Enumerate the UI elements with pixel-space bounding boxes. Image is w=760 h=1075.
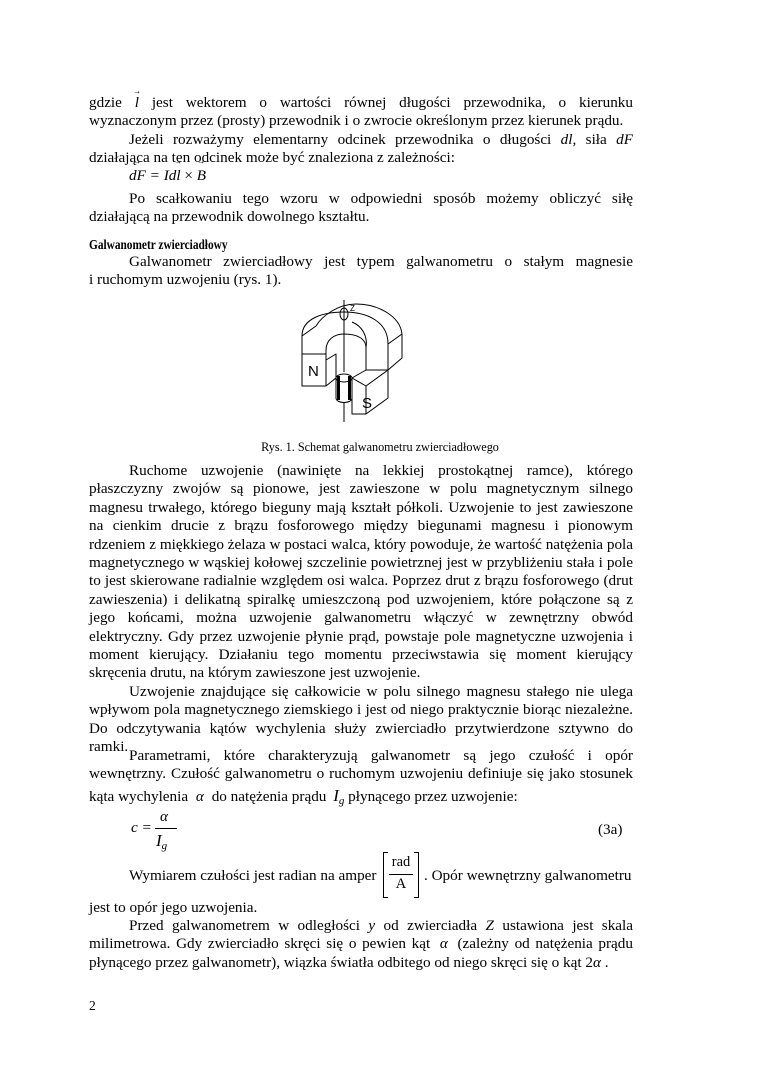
paragraph-scale [89, 917, 633, 972]
text: Przed galwanometrem w odległości [129, 917, 369, 934]
section-heading: Galwanometr zwierciadłowy [89, 237, 228, 252]
unit-sentence-start: Wymiarem czułości jest radian na amper [129, 867, 377, 884]
label-z: Z [350, 304, 355, 313]
figure-caption: Rys. 1. Schemat galwanometru zwierciadłowego [261, 440, 499, 454]
text-line: wewnętrzny. Czułość galwanometru o ruchomym uzwojeniu definiuje się jako stosunek [89, 765, 633, 783]
text: płynącego przez uzwojenie: [344, 787, 518, 805]
text-line: działająca na ten odcinek może być znaleziona z zależności: [89, 149, 455, 167]
equation-number: (3a) [598, 821, 623, 838]
formula-vector-B: → B [197, 167, 206, 185]
symbol-y: y [368, 917, 376, 934]
coil-right [348, 376, 351, 400]
symbol-g: g [338, 794, 345, 807]
formula-vector-l: → l [176, 167, 180, 185]
paragraph-mirror: Uzwojenie znajdujące się całkowicie w polu silnego magnesu stałego nie ulega wpływom pola magnetycznego ziemskiego i jest od niego praktycznie biorąc niezależne. Do odczytywania kątów wychylenia służy zwierciadło przytwierdzone sztywno do ramki. [89, 683, 633, 756]
label-n: N [308, 363, 319, 380]
text: do natężenia prądu [207, 787, 331, 805]
text: . [600, 953, 609, 971]
magnet-edge [388, 334, 402, 344]
symbol-alpha: α [439, 935, 448, 953]
unit-numerator: rad [391, 854, 411, 870]
symbol-alpha: α [592, 953, 601, 971]
symbol-alpha: α [195, 787, 204, 805]
formula-times: × [180, 167, 197, 184]
coil-left [337, 376, 340, 400]
paragraph-parameters [89, 747, 633, 810]
formula-lhs: c = [131, 819, 152, 836]
text-line: działającą na przewodnik dowolnego kształtu. [89, 208, 370, 226]
paragraph-integration [89, 190, 633, 227]
unit-rad-per-a [383, 852, 419, 896]
text-line: wyznaczonym przez (prosty) przewodnik i o zwrocie określonym przez kierunek prądu. [89, 112, 624, 130]
text-line: Po scałkowaniu tego wzoru w odpowiedni sposób możemy obliczyć siłę [129, 190, 633, 207]
formula-eq: = Id [145, 167, 177, 184]
formula-dF: → dF [129, 167, 146, 185]
paragraph-coil-description: Ruchome uzwojenie (nawinięte na lekkiej prostokątnej ramce), którego płaszczyzny zwojów są pionowe, jest zawieszone w polu magnetycznym silnego magnesu trwałego, którego bieguny mają kształt półkoli. Uzwojenie to jest zawieszone na cienkim drucie z brązu fosforowego między biegunami magnesu i pionowym rdzeniem z miękkiego żelaza w postaci walca, który powoduje, że wartość natężenia pola magnetycznego w wąskiej kołowej szczelinie powietrznej jest w przybliżeniu stała i pole to jest skierowane radialnie względem osi walca. Poprzez drut z brązu fosforowego (drut zawieszenia) i delikatną spiralkę umieszczoną pod uzwojeniem, które połączone są z jego końcami, można uzwojenie galwanometru włączyć w zewnętrzny obwód elektryczny. Gdy przez uzwojenie płynie prąd, powstaje pole magnetyczne uzwojenia i moment kierujący. Działaniu tego momentu przeciwstawia się moment kierujący skręcenia drutu, na którym zawieszone jest uzwojenie. [89, 462, 633, 682]
vector-l-symbol: → l [135, 94, 139, 112]
text: płynącego przez galwanometr), wiązka światła odbitego od niego skręci się o kąt 2 [89, 953, 593, 971]
paragraph-galvanometer-intro [89, 253, 633, 290]
text: jest wektorem o wartości równej długości przewodnika, o kierunku [138, 94, 633, 111]
symbol-I: I [156, 831, 162, 850]
unit-sentence-end: . Opór wewnętrzny galwanometru [424, 867, 632, 884]
formula-numerator: α [160, 808, 168, 825]
text: kąta wychylenia [89, 787, 192, 805]
text: ustawiona jest skala [493, 917, 634, 934]
formula-force [129, 167, 206, 185]
pole-n-side [326, 354, 336, 386]
magnet-outline [302, 312, 388, 370]
symbol-g: g [161, 840, 168, 852]
symbol-dF: dF [616, 131, 633, 148]
unit-bar [389, 874, 413, 875]
pole-s-edge2 [366, 370, 388, 386]
galvanometer-diagram [296, 298, 416, 428]
text-line: Galwanometr zwierciadłowy jest typem galwanometru o stałym magnesie [129, 253, 633, 270]
paragraph-elementary-segment [89, 131, 633, 168]
formula-denominator [156, 831, 167, 852]
paragraph-vector-definition [89, 94, 633, 131]
text-line: i ruchomym uzwojeniu (rys. 1). [89, 271, 282, 289]
text: , siła [572, 131, 617, 148]
text: gdzie [89, 94, 135, 111]
symbol-Z: Z [485, 917, 494, 934]
text: (zależny od natężenia prądu [451, 935, 633, 953]
text: Jeżeli rozważymy elementarny odcinek przewodnika o długości [129, 131, 561, 148]
symbol-I: I [333, 785, 339, 805]
unit-denominator: A [395, 876, 407, 892]
label-s: S [362, 395, 373, 412]
text-line: Parametrami, które charakteryzują galwanometr są jego czułość i opór [129, 747, 633, 764]
page-number: 2 [89, 998, 96, 1013]
text-line: jest to opór jego uzwojenia. [89, 899, 258, 916]
symbol-dl: dl [560, 131, 573, 148]
text: od zwierciadła [375, 917, 486, 934]
fraction-bar [155, 828, 177, 829]
text: milimetrowa. Gdy zwierciadło skręci się o pewien kąt [89, 935, 436, 953]
